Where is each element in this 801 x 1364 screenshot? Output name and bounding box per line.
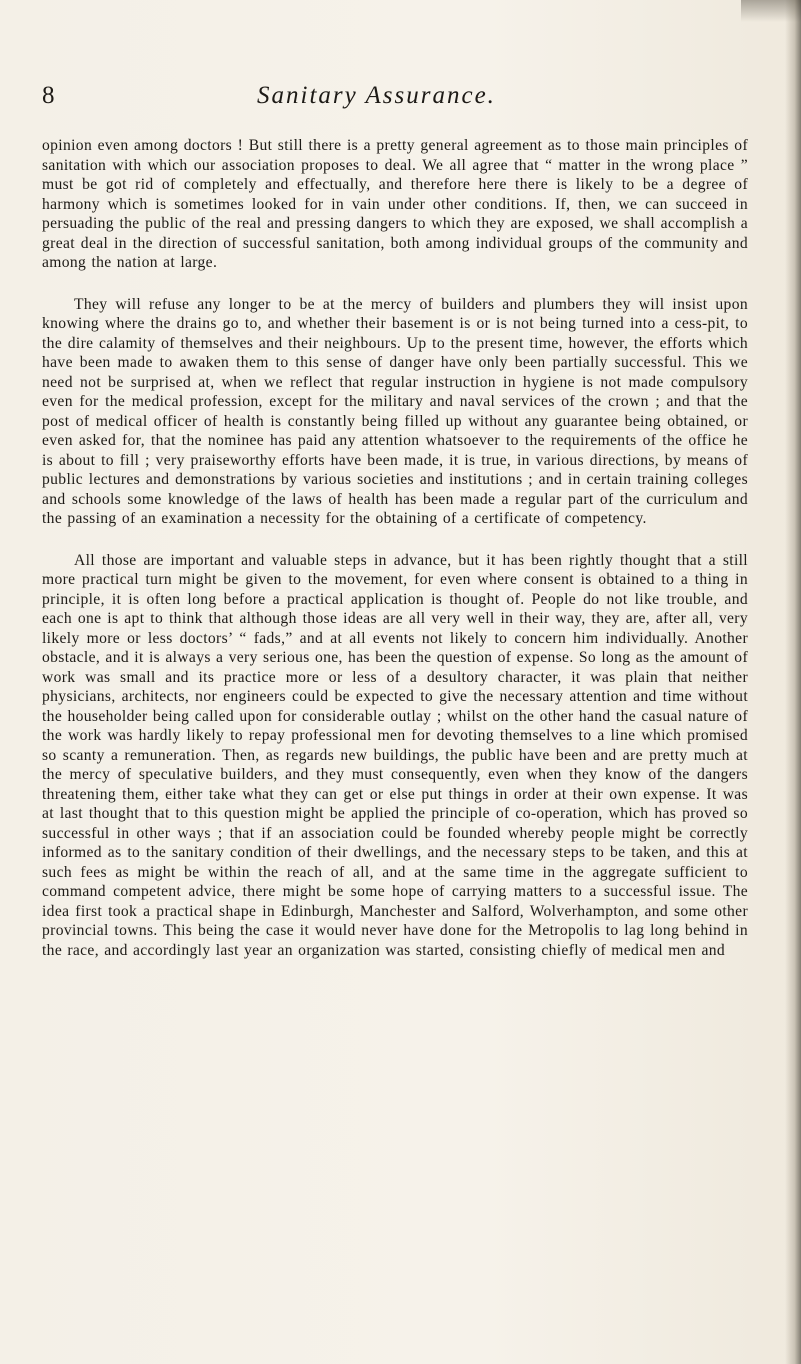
page-header [42,82,742,122]
page-edge-shadow [785,0,801,1364]
page-number: 8 [42,82,55,109]
paragraph-1: opinion even among doctors ! But still there is a pretty general agreement as to those main principles of sanitation with which our association proposes to deal. We all agree that “ matter in the wrong place ” must be got rid of completely and effectually, and therefore here there is likely to be a degree of harmony which is sometimes looked for in vain under other conditions. If, then, we can succeed in persuading the public of the real and pressing dangers to which they are exposed, we shall accomplish a great deal in the direction of successful sanitation, both among individual groups of the community and among the nation at large. [42,137,748,271]
body-text [42,136,748,960]
paragraph-2: They will refuse any longer to be at the mercy of builders and plumbers they will insist upon knowing where the drains go to, and whether their basement is or is not being turned into a cess-pit, to the dire calamity of themselves and their neighbours. Up to the present time, however, the efforts which have been made to awaken them to this sense of danger have only been partially successful. This we need not be surprised at, when we reflect that regular instruction in hygiene is not made compulsory even for the medical profession, except for the military and naval services of the crown ; and that the post of medical officer of health is constantly being filled up without any guarantee being obtained, or even asked for, that the nominee has paid any attention whatsoever to the requirements of the office he is about to fill ; very praiseworthy efforts have been made, it is true, in various directions, by means of public lectures and demonstrations by various societies and institutions ; and in certain training colleges and schools some knowledge of the laws of health has been made a regular part of the curriculum and the passing of an examination a necessity for the obtaining of a certificate of competency. [42,295,748,527]
running-title: Sanitary Assurance. [257,82,496,109]
paragraph-3: All those are important and valuable steps in advance, but it has been rightly thought that a still more practical turn might be given to the movement, for even where consent is obtained to a thing in principle, it is often long before a practical application is thought of. People do not like trouble, and each one is apt to think that although those ideas are all very well in their way, they are, after all, very likely more or less doctors’ “ fads,” and at all events not likely to concern him individually. Another obstacle, and it is always a very serious one, has been the question of expense. So long as the amount of work was small and its practice more or less of a desultory character, it was plain that neither physicians, architects, nor engineers could be expected to give the necessary attention and time without the householder being called upon for considerable outlay ; whilst on the other hand the casual nature of the work was hardly likely to repay professional men for devoting themselves to a line which promised so scanty a remuneration. Then, as regards new buildings, the public have been and are pretty much at the mercy of speculative builders, and they must consequently, even when they know of the dangers threatening them, either take what they can get or else put things in order at their own expense. It was at last thought that to this question might be applied the principle of co-operation, which has proved so successful in other ways ; that if an association could be founded whereby people might be correctly informed as to the sanitary condition of their dwellings, and the necessary steps to be taken, and this at such fees as might be within the reach of all, and at the same time in the aggregate sufficient to command competent advice, there might be some hope of carrying matters to a successful issue. The idea first took a practical shape in Edinburgh, Manchester and Salford, Wolverhampton, and some other provincial towns. This being the case it would never have done for the Metropolis to lag long behind in the race, and accordingly last year an organization was started, consisting chiefly of medical men and [42,551,748,959]
